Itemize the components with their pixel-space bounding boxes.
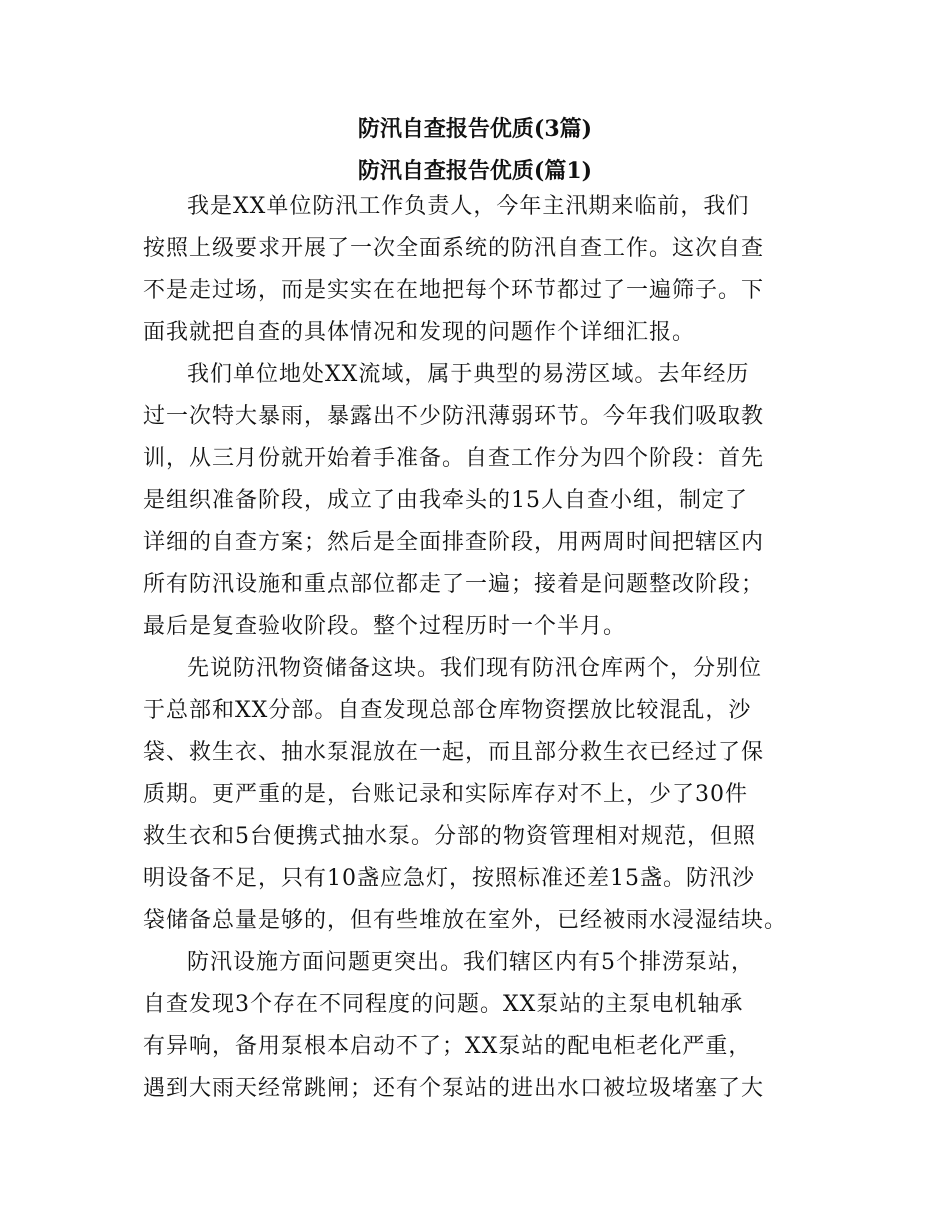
paragraph-3-line: 袋储备总量是够的，但有些堆放在室外，已经被雨水浸湿结块。	[143, 908, 788, 933]
paragraph-3-line: 明设备不足，只有10盏应急灯，按照标准还差15盏。防汛沙	[143, 866, 755, 891]
paragraph-1-line: 我是XX单位防汛工作负责人，今年主汛期来临前，我们	[187, 194, 750, 219]
section-title: 防汛自查报告优质(篇1)	[357, 158, 593, 184]
paragraph-4-line: 遇到大雨天经常跳闸；还有个泵站的进出水口被垃圾堵塞了大	[143, 1076, 765, 1101]
paragraph-3-line: 先说防汛物资储备这块。我们现有防汛仓库两个，分别位	[187, 656, 763, 681]
paragraph-2-line: 所有防汛设施和重点部位都走了一遍；接着是问题整改阶段；	[143, 572, 765, 597]
paragraph-1-line: 按照上级要求开展了一次全面系统的防汛自查工作。这次自查	[143, 236, 765, 261]
paragraph-3-line: 袋、救生衣、抽水泵混放在一起，而且部分救生衣已经过了保	[143, 740, 765, 765]
paragraph-2-line: 详细的自查方案；然后是全面排查阶段，用两周时间把辖区内	[143, 530, 765, 555]
paragraph-2-line: 最后是复查验收阶段。整个过程历时一个半月。	[143, 614, 627, 639]
paragraph-4-line: 防汛设施方面问题更突出。我们辖区内有5个排涝泵站，	[187, 950, 754, 975]
paragraph-4-line: 有异响，备用泵根本启动不了；XX泵站的配电柜老化严重，	[143, 1034, 752, 1059]
document-body	[143, 186, 823, 1110]
paragraph-2-line: 我们单位地处XX流域，属于典型的易涝区域。去年经历	[187, 362, 750, 387]
paragraph-1-line: 面我就把自查的具体情况和发现的问题作个详细汇报。	[143, 320, 696, 345]
document-title: 防汛自查报告优质(3篇)	[357, 116, 593, 142]
paragraph-2-line: 训，从三月份就开始着手准备。自查工作分为四个阶段：首先	[143, 446, 765, 471]
paragraph-2-line: 过一次特大暴雨，暴露出不少防汛薄弱环节。今年我们吸取教	[143, 404, 765, 429]
paragraph-3-line: 质期。更严重的是，台账记录和实际库存对不上，少了30件	[143, 782, 748, 807]
paragraph-4-line: 自查发现3个存在不同程度的问题。XX泵站的主泵电机轴承	[143, 992, 744, 1017]
paragraph-1-line: 不是走过场，而是实实在在地把每个环节都过了一遍筛子。下	[143, 278, 765, 303]
paragraph-3-line: 救生衣和5台便携式抽水泵。分部的物资管理相对规范，但照	[143, 824, 756, 849]
paragraph-2-line: 是组织准备阶段，成立了由我牵头的15人自查小组，制定了	[143, 488, 748, 513]
paragraph-3-line: 于总部和XX分部。自查发现总部仓库物资摆放比较混乱，沙	[143, 698, 752, 723]
